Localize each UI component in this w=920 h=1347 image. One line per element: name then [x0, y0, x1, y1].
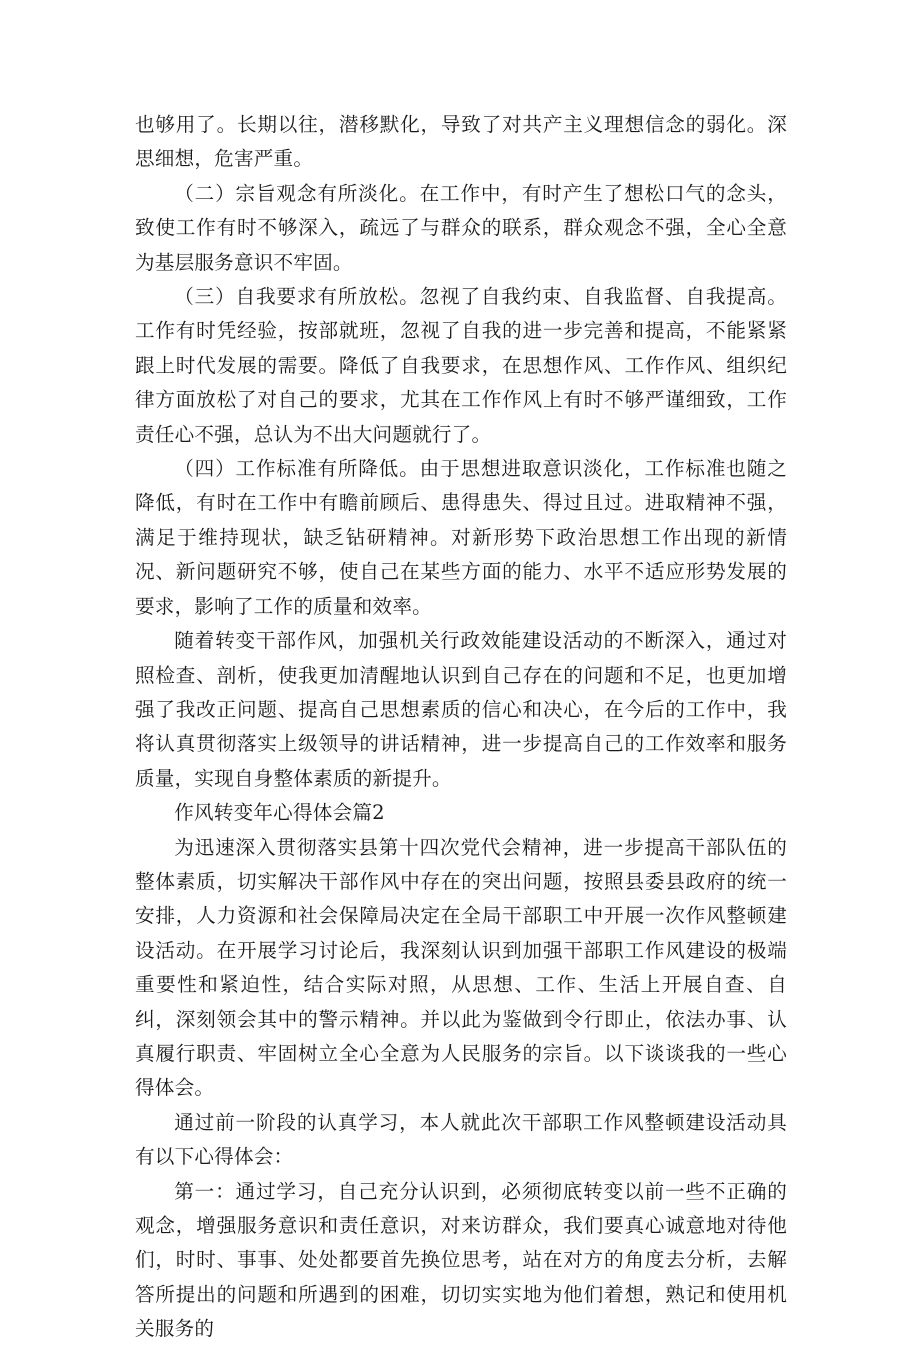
paragraph-intro: 为迅速深入贯彻落实县第十四次党代会精神，进一步提高干部队伍的整体素质，切实解决干部作风中存在的突出问题，按照县委县政府的统一安排，人力资源和社会保障局决定在全局干部职工中开展一次作风整顿建设活动。在开展学习讨论后，我深刻认识到加强干部职工作风建设的极端重要性和紧迫性，结合实际对照，从思想、工作、生活上开展自查、自纠，深刻领会其中的警示精神。并以此为鉴做到令行即止，依法办事、认真履行职责、牢固树立全心全意为人民服务的宗旨。以下谈谈我的一些心得体会。	[135, 835, 787, 1100]
paragraph-summary: 通过前一阶段的认真学习，本人就此次干部职工作风整顿建设活动具有以下心得体会：	[135, 1110, 787, 1169]
paragraph-conclusion: 随着转变干部作风，加强机关行政效能建设活动的不断深入，通过对照检查、剖析，使我更加清醒地认识到自己存在的问题和不足，也更加增强了我改正问题、提高自己思想素质的信心和决心，在今后的工作中，我将认真贯彻落实上级领导的讲话精神，进一步提高自己的工作效率和服务质量，实现自身整体素质的新提升。	[135, 629, 787, 790]
paragraph-continuation: 也够用了。长期以往，潜移默化，导致了对共产主义理想信念的弱化。深思细想，危害严重。	[135, 113, 787, 171]
paragraph-first-point: 第一：通过学习，自己充分认识到，必须彻底转变以前一些不正确的观念，增强服务意识和责任意识，对来访群众，我们要真心诚意地对待他们，时时、事事、处处都要首先换位思考，站在对方的角度去分析，去解答所提出的问题和所遇到的困难，切切实实地为他们着想，熟记和使用机关服务的	[135, 1179, 787, 1341]
paragraph-self-requirement: （三）自我要求有所放松。忽视了自我约束、自我监督、自我提高。工作有时凭经验，按部就班，忽视了自我的进一步完善和提高，不能紧紧跟上时代发展的需要。降低了自我要求，在思想作风、工作作风、组织纪律方面放松了对自己的要求，尤其在工作作风上有时不够严谨细致，工作责任心不强，总认为不出大问题就行了。	[135, 285, 787, 446]
paragraph-purpose-concept: （二）宗旨观念有所淡化。在工作中，有时产生了想松口气的念头，致使工作有时不够深入，疏远了与群众的联系，群众观念不强，全心全意为基层服务意识不牢固。	[135, 181, 787, 274]
document-page	[135, 108, 787, 1347]
section-heading: 作风转变年心得体会篇2	[174, 801, 385, 825]
paragraph-work-standard: （四）工作标准有所降低。由于思想进取意识淡化，工作标准也随之降低，有时在工作中有瞻前顾后、患得患失、得过且过。进取精神不强，满足于维持现状，缺乏钻研精神。对新形势下政治思想工作出现的新情况、新问题研究不够，使自己在某些方面的能力、水平不适应形势发展的要求，影响了工作的质量和效率。	[135, 457, 787, 618]
